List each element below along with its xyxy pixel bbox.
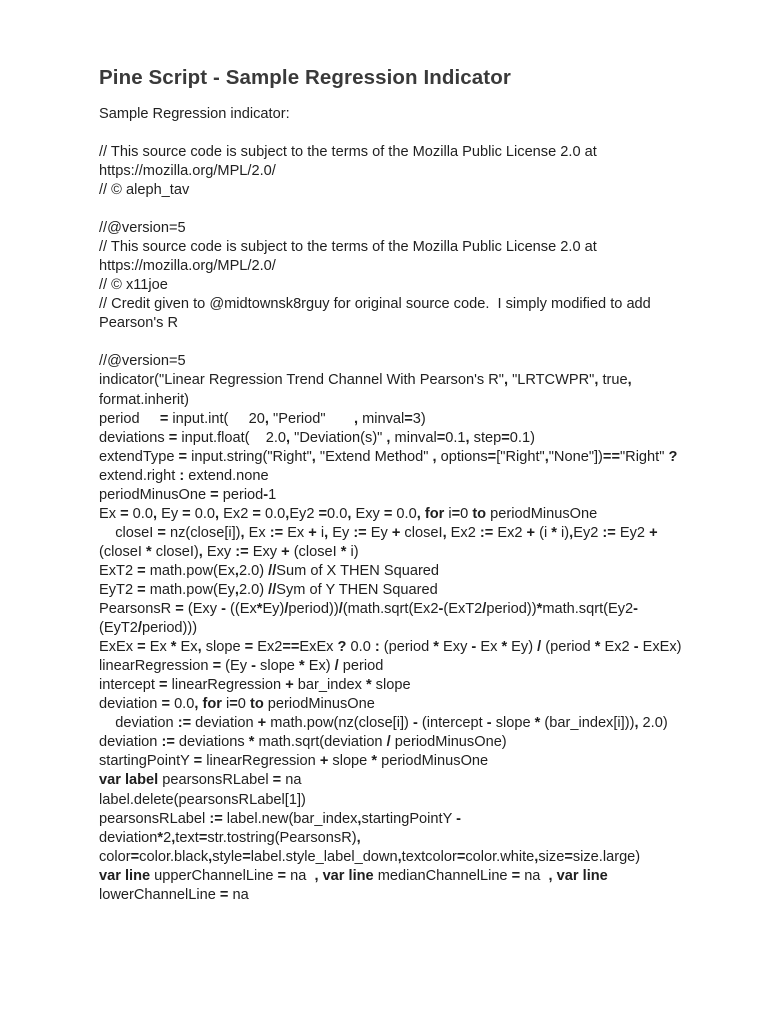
code-line: indicator("Linear Regression Trend Channel With Pearson's R", "LRTCWPR", true, format.inherit) <box>99 372 636 408</box>
license-header-block <box>99 143 688 200</box>
code-line: deviations = input.float( 2.0, "Deviation(s)" , minval=0.1, step=0.1) <box>99 429 535 446</box>
code-line: extendType = input.string("Right", "Extend Method" , options=["Right","None"])=="Right" ? extend.right : extend.none <box>99 448 682 484</box>
code-line: // © aleph_tav <box>99 182 190 199</box>
code-line: period = input.int( 20, "Period" , minval=3) <box>99 410 426 427</box>
code-line: // © x11joe <box>99 277 168 294</box>
code-line: // This source code is subject to the terms of the Mozilla Public License 2.0 at https://mozilla.org/MPL/2.0/ <box>99 239 601 275</box>
code-line: //@version=5 <box>99 220 186 237</box>
code-line: periodMinusOne = period-1 <box>99 486 277 503</box>
code-line: ExT2 = math.pow(Ex,2.0) //Sum of X THEN Squared <box>99 562 440 579</box>
code-line: deviation := deviations * math.sqrt(deviation / periodMinusOne) <box>99 734 507 751</box>
intro-text: Sample Regression indicator: <box>99 106 290 122</box>
code-block <box>99 352 688 904</box>
code-line: Ex = 0.0, Ey = 0.0, Ex2 = 0.0,Ey2 =0.0, Exy = 0.0, for i=0 to periodMinusOne <box>99 505 598 522</box>
code-line: linearRegression = (Ey - slope * Ex) / period <box>99 658 384 675</box>
code-line: closeI = nz(close[i]), Ex := Ex + i, Ey := Ey + closeI, Ex2 := Ex2 + (i * i),Ey2 := Ey2 + (closeI * closeI), Exy := Exy + (closeI * i) <box>99 524 662 560</box>
code-line: PearsonsR = (Exy - ((Ex*Ey)/period))/(math.sqrt(Ex2-(ExT2/period))*math.sqrt(Ey2-(EyT2/period))) <box>99 601 639 637</box>
code-line: var label pearsonsRLabel = na <box>99 772 302 789</box>
code-line: label.delete(pearsonsRLabel[1]) <box>99 791 306 808</box>
code-line: pearsonsRLabel := label.new(bar_index,startingPointY - deviation*2,text=str.tostring(PearsonsR), color=color.black,style=label.style_label_down,textcolor=color.white,size=size.large) <box>99 810 641 865</box>
code-line: intercept = linearRegression + bar_index * slope <box>99 677 411 694</box>
code-line: // This source code is subject to the terms of the Mozilla Public License 2.0 at https://mozilla.org/MPL/2.0/ <box>99 144 601 180</box>
code-line: startingPointY = linearRegression + slope * periodMinusOne <box>99 753 489 770</box>
code-line: // Credit given to @midtownsk8rguy for original source code. I simply modified to add Pearson's R <box>99 296 655 332</box>
code-line: deviation := deviation + math.pow(nz(close[i]) - (intercept - slope * (bar_index[i])), 2.0) <box>99 715 668 732</box>
code-line: var line upperChannelLine = na , var line medianChannelLine = na , var line lowerChannelLine = na <box>99 867 612 903</box>
code-line: ExEx = Ex * Ex, slope = Ex2==ExEx ? 0.0 : (period * Exy - Ex * Ey) / (period * Ex2 - ExEx) <box>99 639 682 656</box>
code-line: deviation = 0.0, for i=0 to periodMinusOne <box>99 696 375 713</box>
code-line: EyT2 = math.pow(Ey,2.0) //Sym of Y THEN Squared <box>99 581 438 598</box>
page-title: Pine Script - Sample Regression Indicator <box>99 66 511 89</box>
code-line: //@version=5 <box>99 353 186 370</box>
version-comment-block <box>99 219 688 333</box>
